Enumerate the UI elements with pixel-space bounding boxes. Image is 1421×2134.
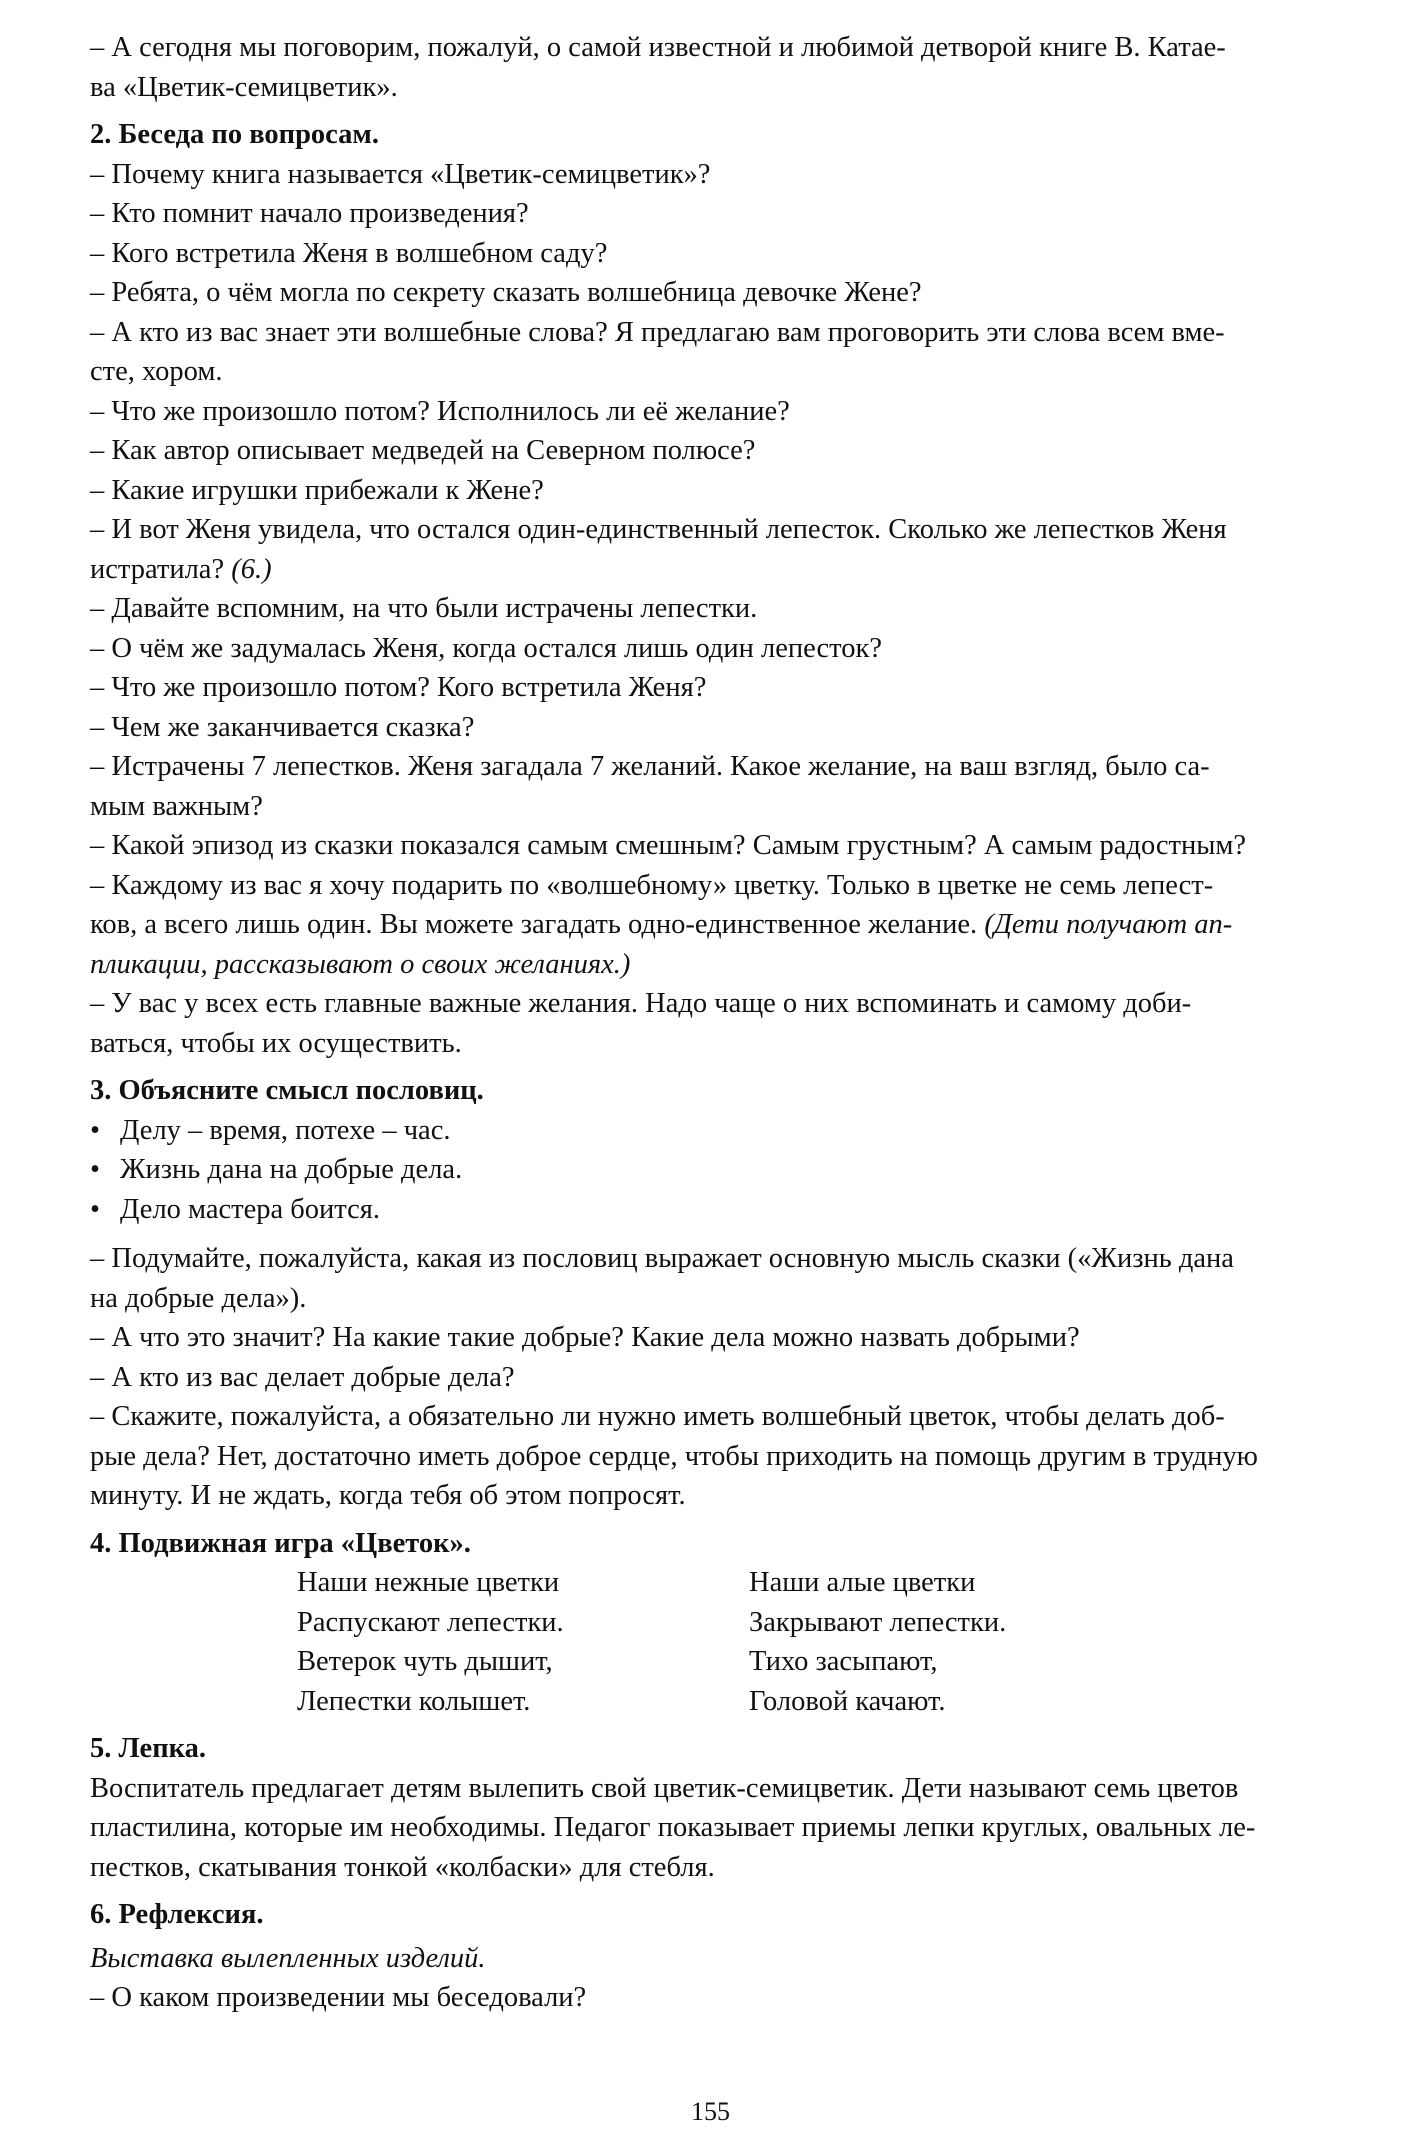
section-heading: 5. Лепка. (90, 1733, 206, 1764)
bullet-icon: • (90, 1193, 100, 1225)
dialogue-line (90, 313, 1378, 392)
dialogue-line (90, 471, 1378, 511)
text-run: – Каждому из вас я хочу подарить по «волшебному» цветку. Только в цветке не семь лепест- (90, 869, 1214, 901)
dialogue-line (90, 708, 1378, 748)
bullet-text: Дело мастера боится. (120, 1193, 380, 1225)
page-content (90, 28, 1378, 2018)
text-line (90, 194, 1378, 234)
bullet-text: Делу – время, потехе – час. (120, 1114, 451, 1146)
text-line (90, 1978, 1378, 2018)
section-heading: 4. Подвижная игра «Цветок». (90, 1527, 471, 1559)
text-run: – У вас у всех есть главные важные желания. Надо чаще о них вспоминать и самому доби- (90, 988, 1192, 1019)
text-line (90, 589, 1378, 629)
dialogue-line (90, 273, 1378, 313)
dialogue-line (90, 1239, 1378, 1318)
text-run: истратила? (90, 553, 225, 585)
text-line (90, 1358, 1378, 1398)
dialogue-line (90, 234, 1378, 274)
text-line (90, 1239, 1378, 1279)
section-heading: 3. Объясните смысл пословиц. (90, 1075, 484, 1106)
poem-block (297, 1563, 1378, 1721)
poem-column-right (749, 1563, 1201, 1721)
poem-line: Тихо засыпают, (749, 1646, 938, 1677)
text-run: – Истрачены 7 лепестков. Женя загадала 7 желаний. Какое желание, на ваш взгляд, было са- (90, 751, 1210, 782)
bullet-item (90, 1190, 1378, 1230)
dialogue-line (90, 392, 1378, 432)
text-run: – Кто помнит начало произведения? (90, 198, 529, 229)
text-line (90, 234, 1378, 274)
text-run: минуту. И не ждать, когда тебя об этом попросят. (90, 1480, 686, 1511)
dialogue-line (90, 28, 1378, 107)
bullet-icon: • (90, 1114, 100, 1146)
text-line (90, 1024, 1378, 1064)
poem-line: Наши алые цветки (749, 1567, 976, 1598)
text-run: – Почему книга называется «Цветик-семицветик»? (90, 158, 711, 190)
text-line (90, 352, 1378, 392)
text-run: – Какой эпизод из сказки показался самым смешным? Самым грустным? А самым радостным? (90, 830, 1247, 861)
text-run: пластилина, которые им необходимы. Педагог показывает приемы лепки круглых, овальных ле- (90, 1812, 1256, 1843)
dialogue-line (90, 510, 1378, 589)
text-line (90, 431, 1378, 471)
dialogue-line (90, 589, 1378, 629)
text-run: – Ребята, о чём могла по секрету сказать волшебница девочке Жене? (90, 277, 922, 308)
text-line (90, 550, 1378, 590)
text-line (90, 866, 1378, 906)
text-line (90, 747, 1378, 787)
text-run: – Давайте вспомним, на что были истрачены лепестки. (90, 593, 758, 624)
text-run: рые дела? Нет, достаточно иметь доброе сердце, чтобы приходить на помощь другим в трудную (90, 1440, 1258, 1472)
text-line (90, 392, 1378, 432)
text-run: – И вот Женя увидела, что остался один-единственный лепесток. Сколько же лепестков Женя (90, 514, 1227, 545)
text-run: пестков, скатывания тонкой «колбаски» для стебля. (90, 1851, 715, 1883)
poem-line: Наши нежные цветки (297, 1567, 560, 1598)
text-line (90, 273, 1378, 313)
bullet-icon: • (90, 1154, 100, 1185)
text-line (90, 155, 1378, 195)
italic-note: (6.) (231, 553, 272, 585)
dialogue-line (90, 866, 1378, 985)
text-run: – О чём же задумалась Женя, когда остался лишь один лепесток? (90, 632, 883, 664)
text-line (90, 708, 1378, 748)
text-line (90, 68, 1378, 108)
text-run: – А что это значит? На какие такие добрые? Какие дела можно назвать добрыми? (90, 1322, 1080, 1353)
text-run: – Как автор описывает медведей на Северном полюсе? (90, 435, 756, 466)
text-line (90, 1769, 1378, 1809)
italic-note: (Дети получают ап- (984, 909, 1233, 940)
poem-line: Распускают лепестки. (297, 1606, 564, 1638)
dialogue-line (90, 431, 1378, 471)
text-run: – А кто из вас делает добрые дела? (90, 1361, 515, 1393)
italic-note: пликации, рассказывают о своих желаниях.) (90, 948, 631, 980)
text-run: мым важным? (90, 790, 263, 822)
text-run: – Подумайте, пожалуйста, какая из пословиц выражает основную мысль сказки («Жизнь дана (90, 1243, 1234, 1274)
text-run: – А сегодня мы поговорим, пожалуй, о самой известной и любимой детворой книге В. Катае- (90, 32, 1226, 63)
bullet-item (90, 1111, 1378, 1151)
poem-line: Закрывают лепестки. (749, 1606, 1007, 1638)
text-run: ва «Цветик-семицветик». (90, 71, 398, 103)
text-line (90, 629, 1378, 669)
text-line (90, 984, 1378, 1024)
dialogue-line (90, 1978, 1378, 2018)
section-heading: 2. Беседа по вопросам. (90, 119, 379, 150)
text-line (90, 905, 1378, 945)
page-number: 155 (691, 2097, 730, 2126)
dialogue-line (90, 155, 1378, 195)
poem-line: Головой качают. (749, 1685, 946, 1717)
dialogue-line (90, 1397, 1378, 1516)
bullet-text: Жизнь дана на добрые дела. (120, 1154, 463, 1185)
text-run: – Скажите, пожалуйста, а обязательно ли нужно иметь волшебный цветок, чтобы делать доб- (90, 1401, 1225, 1432)
text-line (90, 1476, 1378, 1516)
dialogue-line (90, 747, 1378, 826)
dialogue-line (90, 629, 1378, 669)
text-line (90, 1279, 1378, 1319)
text-run: Воспитатель предлагает детям вылепить свой цветик-семицветик. Дети называют семь цветов (90, 1772, 1239, 1804)
text-run: – Кого встретила Женя в волшебном саду? (90, 237, 608, 269)
italic-paragraph: Выставка вылепленных изделий. (90, 1942, 486, 1974)
text-line (90, 1397, 1378, 1437)
text-run: – Что же произошло потом? Исполнилось ли её желание? (90, 395, 790, 427)
text-run: – Что же произошло потом? Кого встретила Женя? (90, 672, 707, 703)
text-run: ваться, чтобы их осуществить. (90, 1027, 462, 1059)
dialogue-line (90, 984, 1378, 1063)
dialogue-line (90, 194, 1378, 234)
section-heading: 6. Рефлексия. (90, 1899, 264, 1930)
poem-line: Лепестки колышет. (297, 1685, 531, 1717)
bullet-item (90, 1150, 1378, 1190)
text-run: ков, а всего лишь один. Вы можете загадать одно-единственное желание. (90, 909, 978, 940)
text-line (90, 1318, 1378, 1358)
text-run: сте, хором. (90, 356, 223, 387)
poem-line: Ветерок чуть дышит, (297, 1646, 553, 1677)
text-line (90, 313, 1378, 353)
text-line (90, 1848, 1378, 1888)
text-line (90, 668, 1378, 708)
text-line (90, 28, 1378, 68)
text-run: – Чем же заканчивается сказка? (90, 711, 475, 743)
text-line (90, 1808, 1378, 1848)
text-line (90, 826, 1378, 866)
paragraph (90, 1769, 1378, 1888)
dialogue-line (90, 1318, 1378, 1358)
dialogue-line (90, 1358, 1378, 1398)
text-line (90, 471, 1378, 511)
text-line (90, 787, 1378, 827)
poem-column-left (297, 1563, 749, 1721)
text-run: на добрые дела»). (90, 1282, 307, 1314)
dialogue-line (90, 826, 1378, 866)
text-run: – А кто из вас знает эти волшебные слова? Я предлагаю вам проговорить эти слова всем вме- (90, 316, 1225, 348)
text-run: – О каком произведении мы беседовали? (90, 1982, 587, 2013)
text-line (90, 1437, 1378, 1477)
text-run: – Какие игрушки прибежали к Жене? (90, 474, 544, 506)
dialogue-line (90, 668, 1378, 708)
text-line (90, 510, 1378, 550)
